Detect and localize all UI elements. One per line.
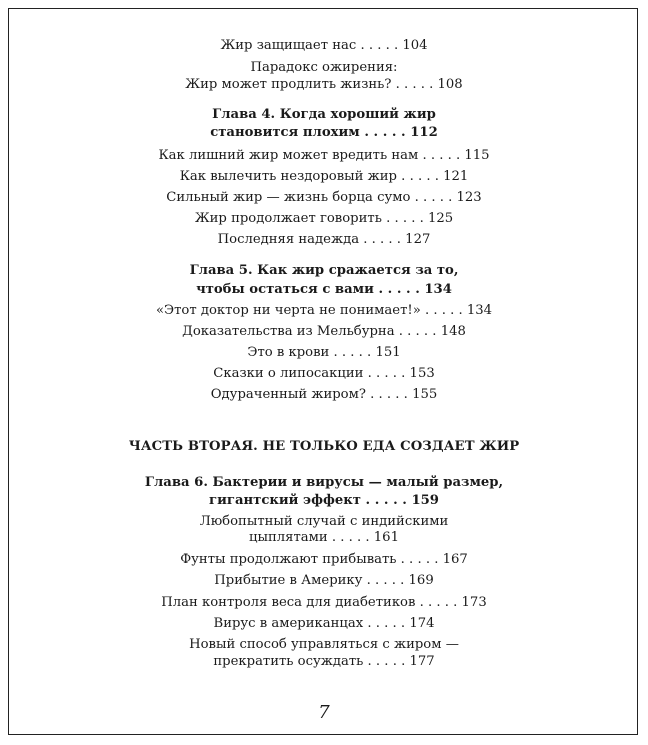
toc-entry: Любопытный случай с индийскими — [199, 514, 449, 529]
toc-entry: Жир продолжает говорить . . . . . 125 — [194, 211, 454, 226]
toc-entry: цыплятами . . . . . 161 — [249, 530, 399, 545]
toc-entry: прекратить осуждать . . . . . 177 — [213, 654, 435, 669]
toc-entry: Фунты продолжают прибывать . . . . . 167 — [180, 552, 468, 567]
chapter-heading: Глава 4. Когда хороший жир — [212, 107, 436, 122]
toc-entry: Жир может продлить жизнь? . . . . . 108 — [185, 77, 463, 92]
toc-entry: Сильный жир — жизнь борца сумо . . . . . 123 — [166, 190, 482, 205]
toc-entry: Последняя надежда . . . . . 127 — [217, 232, 431, 247]
toc-entry: Одураченный жиром? . . . . . 155 — [210, 387, 438, 402]
toc-entry: Вирус в американцах . . . . . 174 — [213, 616, 435, 631]
toc-entry: Новый способ управляться с жиром — — [189, 637, 459, 652]
toc-entry: Это в крови . . . . . 151 — [247, 345, 401, 360]
part-heading: ЧАСТЬ ВТОРАЯ. НЕ ТОЛЬКО ЕДА СОЗДАЕТ ЖИР — [128, 439, 520, 454]
chapter-heading: гигантский эффект . . . . . 159 — [209, 493, 439, 508]
toc-entry: План контроля веса для диабетиков . . . . . 173 — [161, 595, 487, 610]
chapter-heading: Глава 5. Как жир сражается за то, — [189, 263, 459, 278]
page-number: 7 — [318, 702, 330, 723]
toc-entry: Доказательства из Мельбурна . . . . . 148 — [182, 324, 466, 339]
chapter-heading: становится плохим . . . . . 112 — [210, 125, 438, 140]
toc-entry: Жир защищает нас . . . . . 104 — [220, 38, 428, 53]
chapter-heading: Глава 6. Бактерии и вирусы — малый размер, — [144, 475, 504, 490]
toc-entry: Парадокс ожирения: — [250, 60, 398, 75]
chapter-heading: чтобы остаться с вами . . . . . 134 — [196, 282, 452, 297]
toc-entry: «Этот доктор ни черта не понимает!» . . . . . 134 — [155, 303, 493, 318]
toc-entry: Сказки о липосакции . . . . . 153 — [213, 366, 435, 381]
toc-entry: Прибытие в Америку . . . . . 169 — [214, 573, 434, 588]
toc-entry: Как лишний жир может вредить нам . . . . . 115 — [158, 148, 490, 163]
toc-entry: Как вылечить нездоровый жир . . . . . 121 — [179, 169, 469, 184]
